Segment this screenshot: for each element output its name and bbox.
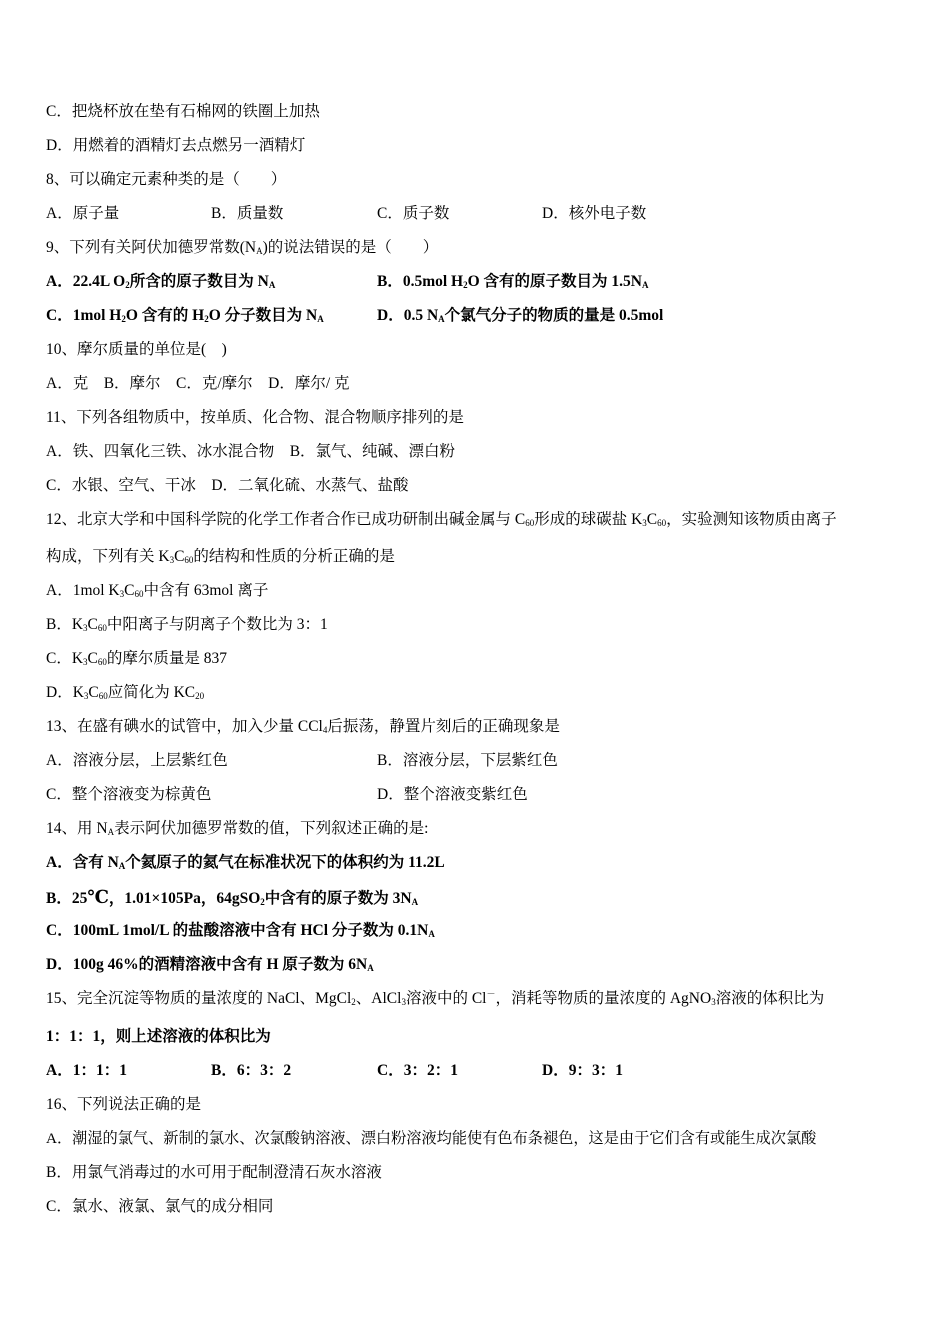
question-9-stem: 9、下列有关阿伏加德罗常数$(N_A)$的说法错误的是（ ） [46,239,439,256]
q9-option-a: A．22.4L $O_2$所含的原子数目为 $N_A$ [46,273,276,290]
q14-option-b: B．25℃，1.01×105Pa，64gSO$_2$中含有的原子数为 $3N_A$ [46,887,419,907]
q9-option-b: B．0.5mol $H_2O$ 含有的原子数目为 $1.5N_A$ [377,273,649,290]
q15-option-a: A．1：1：1 [46,1062,127,1079]
question-10-options: A．克 B．摩尔 C．克/摩尔 D．摩尔/ 克 [46,375,350,392]
q12-option-d: D．$K_3C_{60}$应简化为 $KC_{20}$ [46,684,205,701]
q14-option-a: A．含有 $N_A$个氦原子的氦气在标准状况下的体积约为 11.2L [46,854,445,871]
question-8-stem: 8、可以确定元素种类的是（ ） [46,171,287,188]
q13-option-d: D．整个溶液变紫红色 [377,786,528,803]
q14-option-c: C．100mL 1mol/L 的盐酸溶液中含有 HCl 分子数为 $0.1N_A$ [46,922,435,939]
option-c-line: C．把烧杯放在垫有石棉网的铁圈上加热 [46,103,320,120]
question-15-stem-line2: 1：1：1，则上述溶液的体积比为 [46,1028,271,1045]
q12-option-a: A．1mol $K_3C_{60}$中含有 63mol 离子 [46,582,269,599]
q15-option-b: B．6：3：2 [211,1062,292,1079]
question-10-stem: 10、摩尔质量的单位是( ) [46,341,227,358]
q13-option-a: A．溶液分层，上层紫红色 [46,752,228,769]
q9-option-d: D．0.5 $N_A$个氯气分子的物质的量是 0.5mol [377,307,664,324]
q9-option-c: C．1mol $H_2O$ 含有的 $H_2O$ 分子数目为 $N_A$ [46,307,324,324]
q13-option-b: B．溶液分层，下层紫红色 [377,752,558,769]
question-16-stem: 16、下列说法正确的是 [46,1096,202,1113]
question-15-stem: 15、完全沉淀等物质的量浓度的 NaCl、MgCl$_2$、AlCl$_3$溶液中的 Cl－，消耗等物质的量浓度的 AgNO$_3$溶液的体积比为 [46,989,825,1007]
q16-option-a: A．潮湿的氯气、新制的氯水、次氯酸钠溶液、漂白粉溶液均能使有色布条褪色，这是由于它们含有或能生成次氯酸 [46,1130,817,1147]
question-11-options-ab: A．铁、四氧化三铁、冰水混合物 B．氯气、纯碱、漂白粉 [46,443,456,460]
question-11-stem: 11、下列各组物质中，按单质、化合物、混合物顺序排列的是 [46,409,464,426]
q12-option-c: C．$K_3C_{60}$的摩尔质量是 837 [46,650,228,667]
question-14-stem: 14、用 $N_A$表示阿伏加德罗常数的值，下列叙述正确的是: [46,820,429,837]
q15-option-d: D．9：3：1 [542,1062,623,1079]
q8-option-a: A．原子量 [46,205,120,222]
question-13-stem: 13、在盛有碘水的试管中，加入少量 CCl$_4$后振荡，静置片刻后的正确现象是 [46,718,560,735]
question-12-stem: 12、北京大学和中国科学院的化学工作者合作已成功研制出碱金属与 $C_{60}$形成的球碳盐 $K_3C_{60}$，实验测知该物质由离子 [46,511,837,528]
q8-option-c: C．质子数 [377,205,450,222]
q16-option-c: C．氯水、液氯、氯气的成分相同 [46,1198,274,1215]
q14-option-d: D．100g 46%的酒精溶液中含有 H 原子数为 $6N_A$ [46,956,374,973]
q8-option-d: D．核外电子数 [542,205,647,222]
question-12-stem-line2: 构成，下列有关 $K_3C_{60}$的结构和性质的分析正确的是 [46,548,395,565]
option-d-line: D．用燃着的酒精灯去点燃另一酒精灯 [46,137,306,154]
q8-option-b: B．质量数 [211,205,284,222]
q13-option-c: C．整个溶液变为棕黄色 [46,786,212,803]
q12-option-b: B．$K_3C_{60}$中阳离子与阴离子个数比为 3：1 [46,616,328,633]
q15-option-c: C．3：2：1 [377,1062,458,1079]
q16-option-b: B．用氯气消毒过的水可用于配制澄清石灰水溶液 [46,1164,382,1181]
question-11-options-cd: C．水银、空气、干冰 D．二氧化硫、水蒸气、盐酸 [46,477,409,494]
